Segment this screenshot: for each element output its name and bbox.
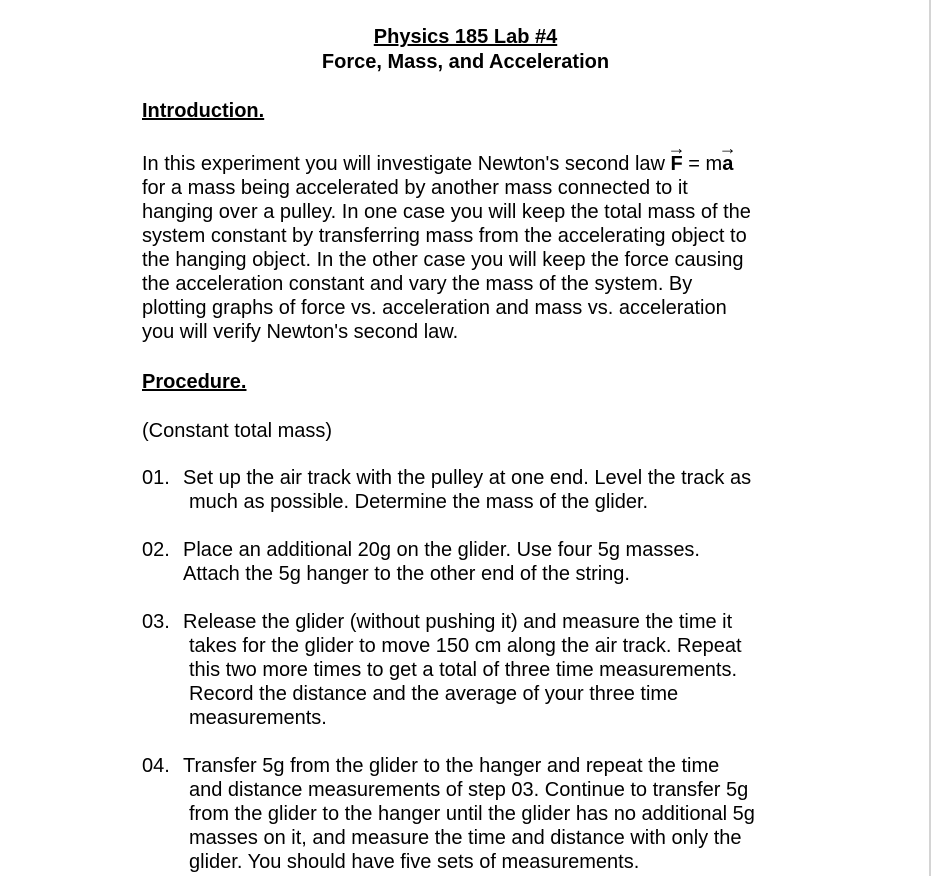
step-number: 04. xyxy=(142,755,170,777)
force-symbol: F xyxy=(670,153,683,175)
step-04-line-4: masses on it, and measure the time and distance with only the xyxy=(189,827,742,849)
vector-arrow-icon: → xyxy=(718,138,737,158)
step-03-line-4: Record the distance and the average of your three time xyxy=(189,683,679,705)
intro-line-2: for a mass being accelerated by another mass connected to it xyxy=(142,177,688,199)
step-04-line-5: glider. You should have five sets of measurements. xyxy=(189,851,640,873)
intro-line-8: you will verify Newton's second law. xyxy=(142,321,459,343)
intro-line-5: the hanging object. In the other case you will keep the force causing xyxy=(142,249,744,271)
force-vector-symbol xyxy=(667,138,686,176)
intro-line-3: hanging over a pulley. In one case you will keep the total mass of the xyxy=(142,201,751,223)
intro-line-7: plotting graphs of force vs. acceleration and mass vs. acceleration xyxy=(142,297,727,319)
procedure-case-label: (Constant total mass) xyxy=(142,420,333,442)
step-number: 02. xyxy=(142,539,170,561)
intro-line-text: In this experiment you will investigate Newton's second law xyxy=(142,153,665,175)
step-number: 01. xyxy=(142,467,170,489)
accel-symbol: a xyxy=(722,153,734,175)
step-02-line-1: Place an additional 20g on the glider. Use four 5g masses. xyxy=(183,539,700,561)
introduction-heading: Introduction. xyxy=(142,100,265,122)
step-01-line-2: much as possible. Determine the mass of the glider. xyxy=(189,491,649,513)
step-03-line-2: takes for the glider to move 150 cm along the air track. Repeat xyxy=(189,635,742,657)
step-03-line-3: this two more times to get a total of three time measurements. xyxy=(189,659,738,681)
step-01-line-1: Set up the air track with the pulley at one end. Level the track as xyxy=(183,467,752,489)
step-04-line-1: Transfer 5g from the glider to the hanger and repeat the time xyxy=(183,755,720,777)
step-04-line-3: from the glider to the hanger until the glider has no additional 5g xyxy=(189,803,755,825)
step-03-line-1: Release the glider (without pushing it) and measure the time it xyxy=(183,611,733,633)
procedure-heading: Procedure. xyxy=(142,371,247,393)
step-02-line-2: Attach the 5g hanger to the other end of the string. xyxy=(183,563,630,585)
step-number: 03. xyxy=(142,611,170,633)
step-04-line-2: and distance measurements of step 03. Continue to transfer 5g xyxy=(189,779,749,801)
document-subtitle: Force, Mass, and Acceleration xyxy=(321,51,610,73)
equals-m: = m xyxy=(682,153,723,175)
acceleration-vector-symbol xyxy=(718,138,737,176)
document-title: Physics 185 Lab #4 xyxy=(373,26,558,48)
intro-line-4: system constant by transferring mass from the accelerating object to xyxy=(142,225,747,247)
intro-line-1 xyxy=(142,138,737,176)
step-03-line-5: measurements. xyxy=(189,707,327,729)
intro-line-6: the acceleration constant and vary the mass of the system. By xyxy=(142,273,693,295)
vector-arrow-icon: → xyxy=(667,138,686,158)
